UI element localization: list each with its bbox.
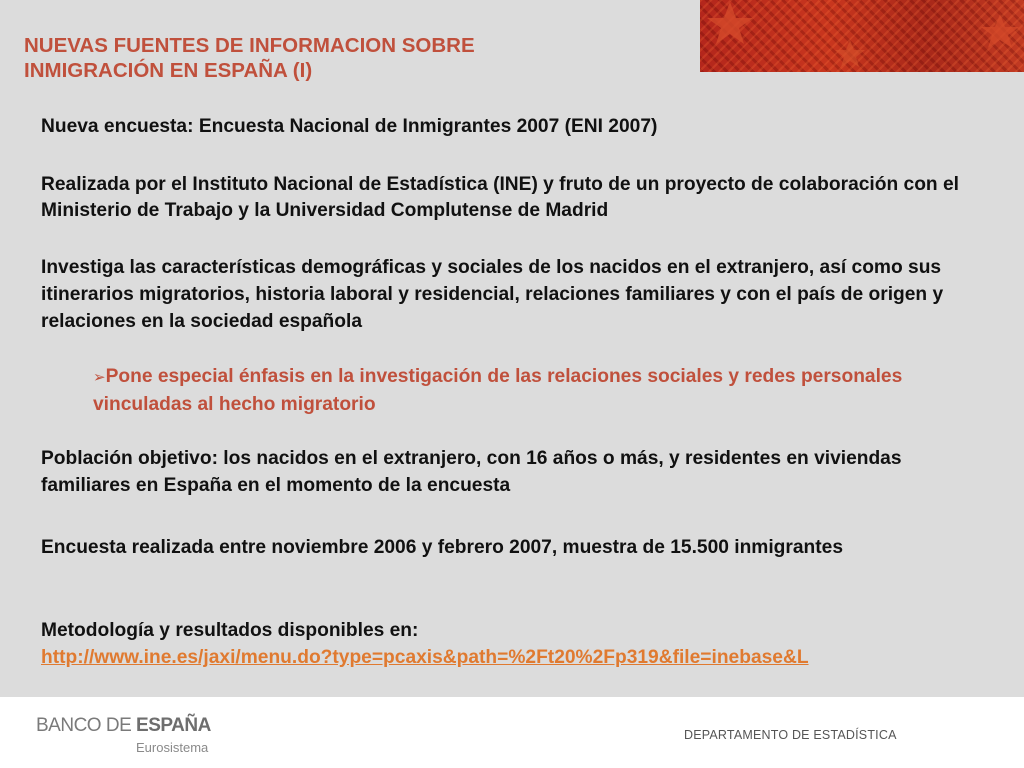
slide-title	[24, 33, 475, 83]
logo-text-banco-de: BANCO DE	[36, 715, 137, 736]
paragraph-investigates: Investiga las características demográficas y sociales de los nacidos en el extranjero, así como sus itinerarios migratorios, historia laboral y residencial, relaciones familiares y con el país de origen y relaciones en la sociedad española	[41, 257, 944, 332]
slide-title-line-2: INMIGRACIÓN EN ESPAÑA (I)	[24, 59, 313, 82]
bullet-emphasis-text: Pone especial énfasis en la investigación de las relaciones sociales y redes personales vinculadas al hecho migratorio	[93, 366, 903, 415]
paragraph-conducted-by: Realizada por el Instituto Nacional de Estadística (INE) y fruto de un proyecto de colaboración con el Ministerio de Trabajo y la Universidad Complutense de Madrid	[41, 174, 959, 221]
ine-results-link[interactable]: http://www.ine.es/jaxi/menu.do?type=pcaxis&path=%2Ft20%2Fp319&file=inebase&L	[41, 647, 809, 668]
slide-title-line-1: NUEVAS FUENTES DE INFORMACION SOBRE	[24, 34, 475, 57]
logo-text-espana: ESPAÑA	[136, 715, 211, 736]
department-label: DEPARTAMENTO DE ESTADÍSTICA	[684, 728, 897, 742]
banco-de-espana-logo	[36, 716, 211, 736]
logo-subtitle: Eurosistema	[136, 740, 209, 755]
methodology-label: Metodología y resultados disponibles en:	[41, 620, 419, 641]
paragraph-methodology	[41, 617, 971, 671]
paragraph-new-survey: Nueva encuesta: Encuesta Nacional de Inmigrantes 2007 (ENI 2007)	[41, 116, 658, 137]
arrow-bullet-icon: ➢	[93, 369, 106, 386]
star-pattern-icon	[700, 0, 1024, 72]
bullet-emphasis	[93, 363, 963, 418]
paragraph-survey-period: Encuesta realizada entre noviembre 2006 y febrero 2007, muestra de 15.500 inmigrantes	[41, 537, 843, 558]
corner-flag-decoration	[700, 0, 1024, 72]
paragraph-target-population: Población objetivo: los nacidos en el extranjero, con 16 años o más, y residentes en viviendas familiares en España en el momento de la encuesta	[41, 448, 902, 496]
